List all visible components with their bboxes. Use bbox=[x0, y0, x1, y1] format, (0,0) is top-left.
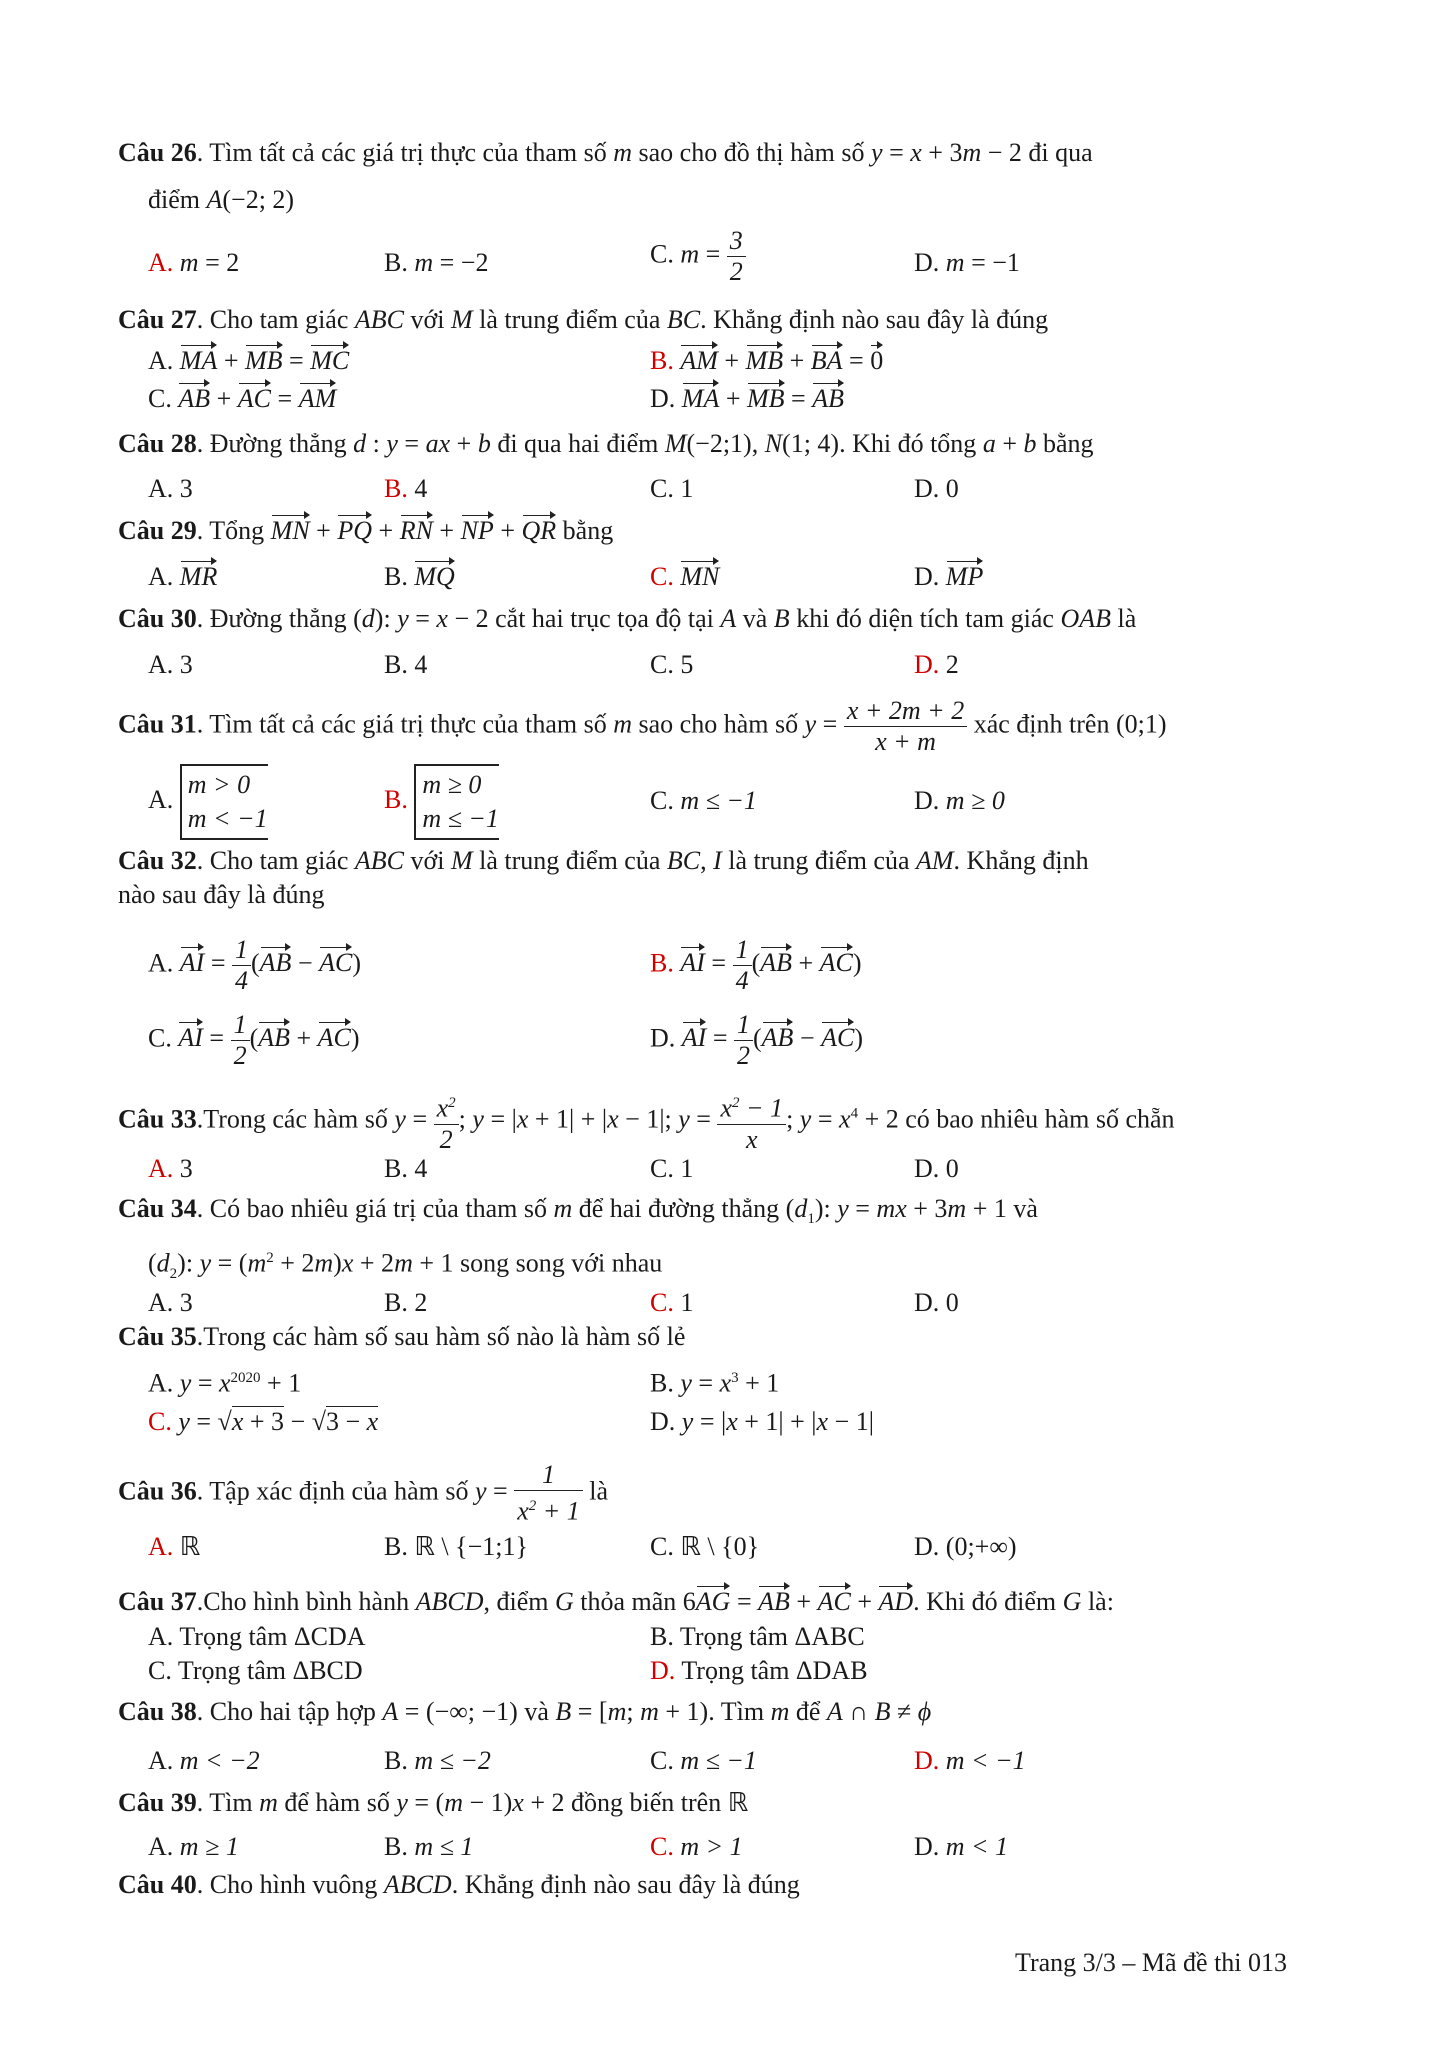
option-c: C. 1 bbox=[650, 474, 694, 503]
option-a: A. 3 bbox=[148, 650, 193, 679]
option-d: D. 2 bbox=[914, 650, 959, 679]
option-b: B. 4 bbox=[384, 474, 428, 503]
option-c: C. m ≤ −1 bbox=[650, 1746, 757, 1775]
option-d: D. m = −1 bbox=[914, 248, 1020, 277]
question-40: Câu 40. Cho hình vuông ABCD. Khẳng định nào sau đây là đúng bbox=[118, 1870, 800, 1899]
question-number: Câu 35 bbox=[118, 1322, 197, 1351]
question-28: Câu 28. Đường thẳng d : y = ax + b đi qua hai điểm M(−2;1), N(1; 4). Khi đó tổng a + b bằng bbox=[118, 429, 1094, 458]
question-number: Câu 32 bbox=[118, 846, 197, 875]
question-33: Câu 33.Trong các hàm số y = $\frac{x^2}{2}$ ; y = |x + 1| + |x − 1|; y = $\frac{x^2 - 1}{x}$ ; $y = x^4 + 2$ có bao nhiêu hàm số chẵn bbox=[118, 1088, 1328, 1155]
option-d: D. MP bbox=[914, 560, 983, 594]
question-27: Câu 27. Cho tam giác ABC với M là trung điểm của BC. Khẳng định nào sau đây là đúng bbox=[118, 305, 1049, 334]
question-number: Câu 39 bbox=[118, 1788, 197, 1817]
option-d: D. (0;+∞) bbox=[914, 1532, 1017, 1561]
option-b: B. 2 bbox=[384, 1288, 428, 1317]
question-38: Câu 38. Cho hai tập hợp A = (−∞; −1) và B = [m; m + 1). Tìm m để A ∩ B ≠ ϕ bbox=[118, 1697, 932, 1726]
question-number: Câu 33 bbox=[118, 1104, 197, 1134]
option-a: A. m = 2 bbox=[148, 248, 240, 277]
option-d: D. MA + MB = AB bbox=[650, 382, 844, 416]
question-number: Câu 29 bbox=[118, 516, 197, 545]
option-d: D. m < −1 bbox=[914, 1746, 1026, 1775]
option-a: A. 3 bbox=[148, 1154, 193, 1183]
option-a: A. $y = x^{2020} + 1$ bbox=[148, 1368, 302, 1398]
option-b: B. m ≥ 0 m ≤ −1 bbox=[384, 764, 499, 840]
question-35: Câu 35.Trong các hàm số sau hàm số nào là hàm số lẻ bbox=[118, 1322, 686, 1351]
option-a: A. m > 0 m < −1 bbox=[148, 764, 268, 840]
option-c: C. m = $\frac{3}{2}$ bbox=[650, 226, 746, 287]
option-a: A. AI = $\frac{1}{4}$ (AB − AC) bbox=[148, 935, 362, 995]
question-number: Câu 34 bbox=[118, 1194, 197, 1223]
question-32: Câu 32. Cho tam giác ABC với M là trung điểm của BC, I là trung điểm của AM. Khẳng định bbox=[118, 846, 1089, 875]
option-b: B. AI = $\frac{1}{4}$ (AB + AC) bbox=[650, 935, 862, 995]
option-b: B. m ≤ 1 bbox=[384, 1832, 474, 1861]
question-number: Câu 26 bbox=[118, 138, 197, 167]
option-c: C. 1 bbox=[650, 1288, 694, 1317]
page-footer: Trang 3/3 – Mã đề thi 013 bbox=[1015, 1948, 1288, 1977]
question-26-line2: điểm A(−2; 2) bbox=[148, 185, 295, 214]
question-32-line2: nào sau đây là đúng bbox=[118, 880, 325, 909]
option-a: A. 3 bbox=[148, 474, 193, 503]
option-d: D. 0 bbox=[914, 474, 959, 503]
question-34: Câu 34. Có bao nhiêu giá trị của tham số m để hai đường thẳng $(d_1)$: y = mx + 3m + 1 và bbox=[118, 1194, 1038, 1228]
option-d: D. y = |x + 1| + |x − 1| bbox=[650, 1407, 874, 1436]
option-c: C. ℝ \ {0} bbox=[650, 1532, 760, 1561]
question-39: Câu 39. Tìm m để hàm số y = (m − 1)x + 2 đồng biến trên ℝ bbox=[118, 1788, 749, 1817]
option-b: B. 4 bbox=[384, 650, 428, 679]
option-d: D. AI = $\frac{1}{2}$ (AB − AC) bbox=[650, 1010, 864, 1070]
question-37: Câu 37.Cho hình bình hành ABCD, điểm G thỏa mãn 6AG = AB + AC + AD. Khi đó điểm G là: bbox=[118, 1585, 1328, 1619]
option-a: A. m < −2 bbox=[148, 1746, 260, 1775]
option-a: A. Trọng tâm ΔCDA bbox=[148, 1622, 366, 1651]
option-d: D. m ≥ 0 bbox=[914, 786, 1005, 815]
option-c: C. AB + AC = AM bbox=[148, 382, 336, 416]
question-29: Câu 29. Tổng MN + PQ + RN + NP + QR bằng bbox=[118, 514, 1328, 548]
option-c: C. MN bbox=[650, 560, 719, 594]
option-c: C. Trọng tâm ΔBCD bbox=[148, 1656, 363, 1685]
option-b: B. AM + MB + BA = 0 bbox=[650, 344, 883, 378]
option-b: B. m ≤ −2 bbox=[384, 1746, 491, 1775]
option-c: C. 1 bbox=[650, 1154, 694, 1183]
question-31: Câu 31. Tìm tất cả các giá trị thực của tham số m sao cho hàm số y = $\frac{x + 2m + 2}{x + m}$ xác định trên (0;1) bbox=[118, 696, 1167, 756]
option-b: B. Trọng tâm ΔABC bbox=[650, 1622, 865, 1651]
option-c: C. AI = $\frac{1}{2}$ (AB + AC) bbox=[148, 1010, 360, 1070]
option-a: A. MR bbox=[148, 560, 217, 594]
option-d: D. 0 bbox=[914, 1288, 959, 1317]
question-number: Câu 27 bbox=[118, 305, 197, 334]
question-34-line2: $(d_2)$: $y = (m^2 + 2m)x + 2m + 1$ song song với nhau bbox=[148, 1248, 663, 1282]
option-d: D. Trọng tâm ΔDAB bbox=[650, 1656, 868, 1685]
question-number: Câu 40 bbox=[118, 1870, 197, 1899]
question-number: Câu 36 bbox=[118, 1476, 197, 1506]
question-number: Câu 38 bbox=[118, 1697, 197, 1726]
option-d: D. m < 1 bbox=[914, 1832, 1009, 1861]
option-c: C. y = √x + 3 − √3 − x bbox=[148, 1407, 379, 1436]
question-number: Câu 28 bbox=[118, 429, 197, 458]
option-c: C. 5 bbox=[650, 650, 694, 679]
option-d: D. 0 bbox=[914, 1154, 959, 1183]
question-number: Câu 30 bbox=[118, 604, 197, 633]
option-a: A. ℝ bbox=[148, 1532, 201, 1561]
option-a: A. MA + MB = MC bbox=[148, 344, 349, 378]
question-26: Câu 26. Tìm tất cả các giá trị thực của tham số m sao cho đồ thị hàm số y = x + 3m − 2 đi qua bbox=[118, 138, 1093, 167]
option-b: B. m = −2 bbox=[384, 248, 489, 277]
question-36: Câu 36. Tập xác định của hàm số y = $\frac{1}{x^2 + 1}$ là bbox=[118, 1460, 609, 1526]
option-b: B. MQ bbox=[384, 560, 455, 594]
option-a: A. 3 bbox=[148, 1288, 193, 1317]
option-b: B. ℝ \ {−1;1} bbox=[384, 1532, 529, 1561]
option-c: C. m > 1 bbox=[650, 1832, 743, 1861]
question-30: Câu 30. Đường thẳng (d): y = x − 2 cắt hai trục tọa độ tại A và B khi đó diện tích tam giác OAB là bbox=[118, 604, 1137, 633]
question-number: Câu 37 bbox=[118, 1587, 197, 1616]
option-b: B. $y = x^3 + 1$ bbox=[650, 1368, 780, 1398]
option-a: A. m ≥ 1 bbox=[148, 1832, 239, 1861]
question-number: Câu 31 bbox=[118, 709, 197, 739]
option-c: C. m ≤ −1 bbox=[650, 786, 757, 815]
option-b: B. 4 bbox=[384, 1154, 428, 1183]
